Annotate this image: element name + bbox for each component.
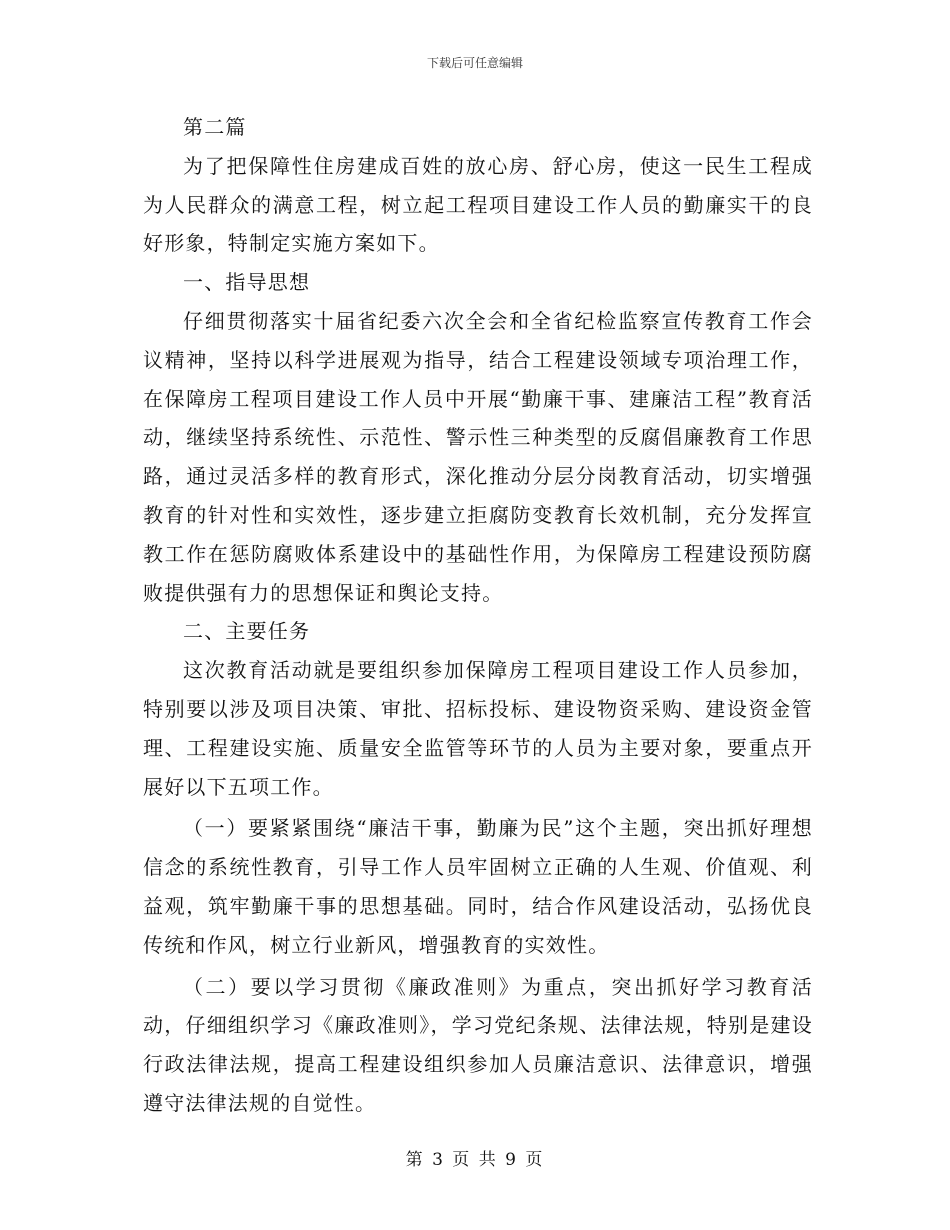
paragraph-main-tasks: 这次教育活动就是要组织参加保障房工程项目建设工作人员参加，特别要以涉及项目决策、审批、招标投标、建设物资采购、建设资金管理、工程建设实施、质量安全监管等环节的人员为主要对象，要重点开展好以下五项工作。 [143, 658, 813, 799]
heading-guiding-ideology: 一、指导思想 [183, 270, 311, 295]
page-number-footer: 第 3 页 共 9 页 [405, 1150, 545, 1170]
heading-main-tasks: 二、主要任务 [183, 619, 311, 644]
document-body [143, 108, 813, 1123]
intro-paragraph: 为了把保障性住房建成百姓的放心房、舒心房，使这一民生工程成为人民群众的满意工程，树立起工程项目建设工作人员的勤廉实干的良好形象，特制定实施方案如下。 [143, 153, 813, 256]
task-item-1: （一）要紧紧围绕“廉洁干事，勤廉为民”这个主题，突出抓好理想信念的系统性教育，引导工作人员牢固树立正确的人生观、价值观、利益观，筑牢勤廉干事的思想基础。同时，结合作风建设活动，弘扬优良传统和作风，树立行业新风，增强教育的实效性。 [143, 816, 813, 957]
page-header: 下载后可任意编辑 [426, 56, 523, 70]
task-item-2: （二）要以学习贯彻《廉政准则》为重点，突出抓好学习教育活动，仔细组织学习《廉政准则》，学习党纪条规、法律法规，特别是建设行政法律法规，提高工程建设组织参加人员廉洁意识、法律意识，增强遵守法律法规的自觉性。 [143, 974, 813, 1115]
paragraph-guiding-ideology: 仔细贯彻落实十届省纪委六次全会和全省纪检监察宣传教育工作会议精神，坚持以科学进展观为指导，结合工程建设领域专项治理工作，在保障房工程项目建设工作人员中开展“勤廉干事、建廉洁工程”教育活动，继续坚持系统性、示范性、警示性三种类型的反腐倡廉教育工作思路，通过灵活多样的教育形式，深化推动分层分岗教育活动，切实增强教育的针对性和实效性，逐步建立拒腐防变教育长效机制，充分发挥宣教工作在惩防腐败体系建设中的基础性作用，为保障房工程建设预防腐败提供强有力的思想保证和舆论支持。 [143, 308, 813, 605]
section-title: 第二篇 [183, 115, 247, 139]
